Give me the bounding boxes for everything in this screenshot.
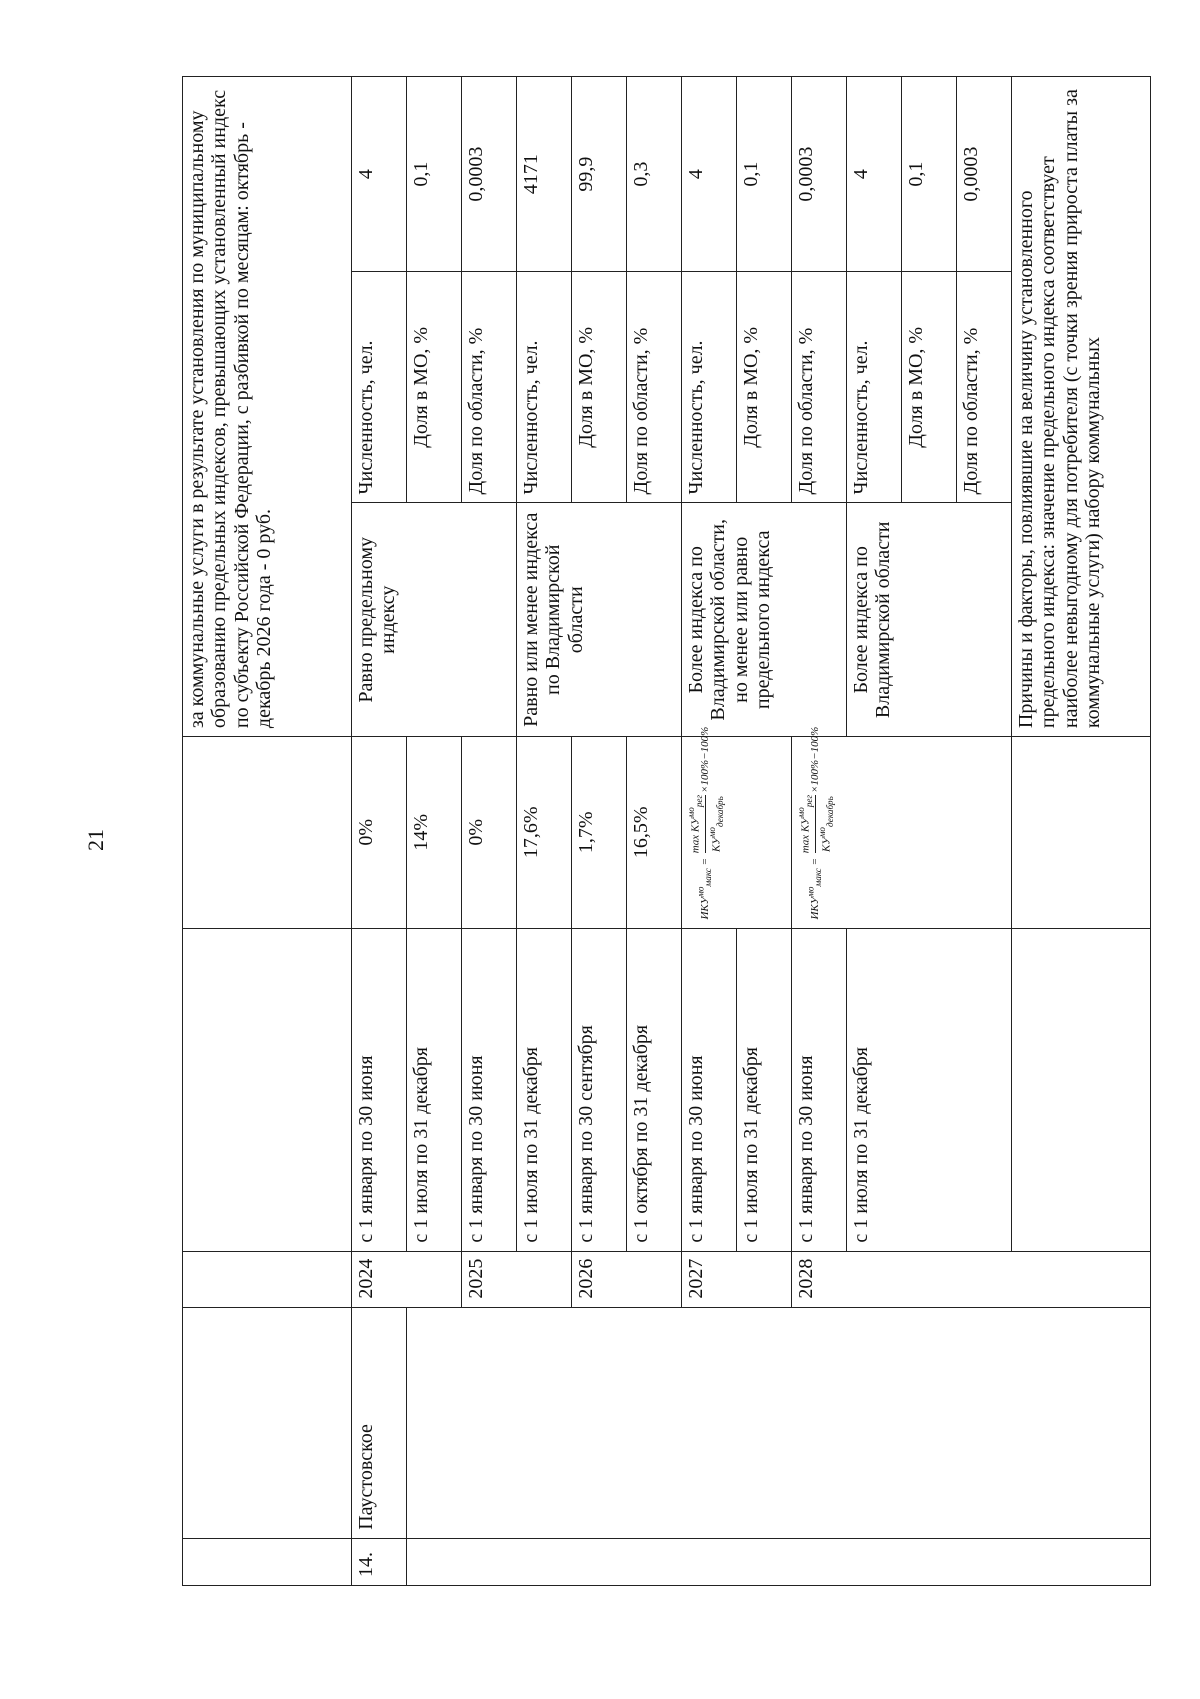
table-row (1012, 77, 1151, 1586)
table-row (462, 77, 517, 1586)
table-row (352, 77, 407, 1586)
entry-name: Паустовское (352, 1307, 407, 1538)
formula-cell (792, 726, 1012, 928)
period-label: с 1 января по 30 июня (352, 928, 407, 1251)
metric-label: Численность, чел. (352, 272, 407, 503)
intro-text: за коммунальные услуги в результате установления по муниципальному образованию предельных индексов, превышающих установленный индекс по субъекту Российской Федерации, с разбивкой по месяцам: октябрь - декабрь 2026 года - 0 руб. (183, 77, 352, 737)
metric-value: 0,1 (737, 77, 792, 272)
metric-value: 0,1 (902, 77, 957, 272)
group-label: Равно или менее индекса по Владимирской области (517, 503, 627, 737)
period-label: с 1 июля по 31 декабря (737, 928, 792, 1251)
metric-label: Численность, чел. (682, 272, 737, 503)
rotated-table-container (182, 76, 1105, 1586)
metric-value: 0,1 (407, 77, 462, 272)
metric-label: Доля по области, % (792, 272, 847, 503)
period-label: с 1 июля по 31 декабря (517, 928, 572, 1251)
year-cell: 2028 (792, 1251, 847, 1307)
metric-label: Доля в МО, % (572, 272, 627, 503)
period-label: с 1 января по 30 июня (792, 928, 847, 1251)
period-value: 17,6% (517, 737, 572, 928)
year-cell: 2024 (352, 1251, 407, 1307)
index-table (182, 76, 1151, 1586)
period-label: с 1 октября по 31 декабря (627, 928, 682, 1251)
metric-value: 0,0003 (792, 77, 847, 272)
metric-label: Доля в МО, % (407, 272, 462, 503)
metric-label: Доля по области, % (462, 272, 517, 503)
metric-label: Доля в МО, % (737, 272, 792, 503)
metric-value: 4 (352, 77, 407, 272)
metric-value: 0,0003 (957, 77, 1012, 272)
period-label: с 1 января по 30 июня (682, 928, 737, 1251)
table-row (183, 77, 352, 1586)
metric-label: Доля по области, % (957, 272, 1012, 503)
period-value: 0% (352, 737, 407, 928)
year-cell: 2027 (682, 1251, 737, 1307)
table-row (682, 77, 737, 1586)
metric-value: 4171 (517, 77, 572, 272)
metric-label: Численность, чел. (847, 272, 902, 503)
bottom-text: Причины и факторы, повлиявшие на величину установленного предельного индекса: значение предельного индекса соответствует наиболее невыгодному для потребителя (с точки зрения прироста платы за коммунальные услуги) набору коммунальных (1012, 77, 1151, 737)
period-label: с 1 июля по 31 декабря (847, 928, 1012, 1251)
formula: $ИКУ^{мо}_{макс}$ = $\max КУ^{мо}_{рег}$ $КУ^{мо}_{декабрь}$ ×100%−100% (686, 726, 725, 920)
period-value: 0% (462, 737, 517, 928)
year-cell: 2025 (462, 1251, 517, 1307)
table-row (517, 77, 572, 1586)
group-label: Равно предельному индексу (352, 503, 462, 737)
formula: $ИКУ^{мо}_{макс}$ = $\max КУ^{мо}_{рег}$ $КУ^{мо}_{декабрь}$ ×100%−100% (796, 726, 835, 920)
page-number: 21 (83, 829, 108, 851)
metric-value: 4 (847, 77, 902, 272)
metric-value: 99,9 (572, 77, 627, 272)
period-value: 16,5% (627, 737, 682, 928)
table-row (627, 77, 682, 1586)
metric-value: 0,0003 (462, 77, 517, 272)
period-value: 14% (407, 737, 462, 928)
year-cell: 2026 (572, 1251, 627, 1307)
table-row (792, 77, 847, 1586)
period-label: с 1 января по 30 сентября (572, 928, 627, 1251)
formula-cell (682, 726, 792, 928)
period-label: с 1 июля по 31 декабря (407, 928, 462, 1251)
period-label: с 1 января по 30 июня (462, 928, 517, 1251)
metric-value: 4 (682, 77, 737, 272)
entry-index: 14. (352, 1538, 407, 1585)
metric-value: 0,3 (627, 77, 682, 272)
table-row (407, 77, 462, 1586)
metric-label: Доля в МО, % (902, 272, 957, 503)
group-label: Более индекса по Владимирской области, но менее или равно предельного индекса (682, 503, 792, 737)
metric-label: Численность, чел. (517, 272, 572, 503)
metric-label: Доля по области, % (627, 272, 682, 503)
period-value: 1,7% (572, 737, 627, 928)
group-label: Более индекса по Владимирской области (847, 503, 1012, 737)
table-row (572, 77, 627, 1586)
